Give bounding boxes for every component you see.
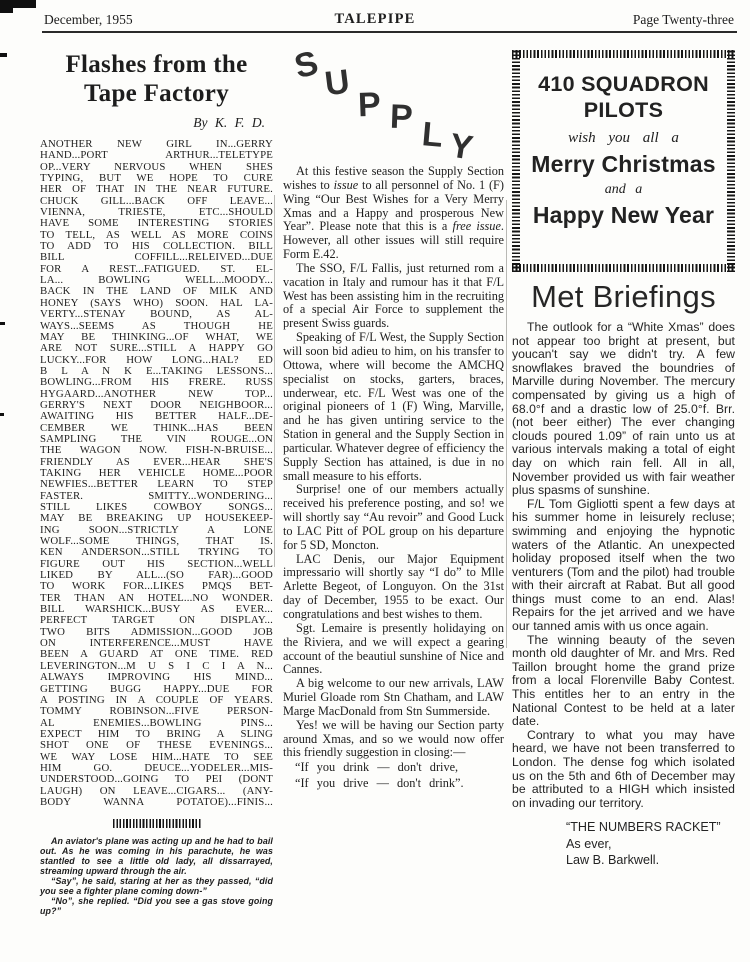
ad-content [520,58,727,264]
gossip-line: HAVE SOME INTERESTING STORIES [40,217,273,230]
closing-slogan [283,760,504,791]
ad-and-a-line: and a [604,182,643,197]
gossip-line: AWAITING HIS BETTER HALF...DE- [40,410,273,423]
gossip-line: TO ADD TO HIS COLLECTION. BILL [40,240,273,253]
gossip-line: WE WAY LOSE HIM...HATE TO SEE [40,750,273,763]
gossip-line: LIKED BY ALL...(SO FAR)...GOOD [40,569,273,582]
met-paragraph: The outlook for a “White Xmas” does not appear too bright at present, but youcan't say we didn't try. A few snowflakes braved the boundries of Marville during November. The mercury compensated by giving us a high of 68.0°f and a drastic low of 25.0°f. Brr. (not beer either) The ever changing clouds poured 1.09” of rain unto us at various intervals making a total of eight day on which rain fell. All in all, November provided us with fair weather plus spasms of sunshine. [512,320,735,498]
slogan-line: “If you drink — don't drive, [295,760,459,775]
signoff-line: Law B. Barkwell. [566,853,660,868]
scan-artifact [0,53,7,57]
gossip-line: B L A N K E...TAKING LESSONS... [40,364,273,377]
joke-paragraph: An aviator's plane was acting up and he had to bail out. As he was coming in his parachute, he was stantled to see a little old lady, all dissarrayed, streaming upward through the air. [40,836,273,876]
supply-article-body [283,165,504,760]
ad-squadron-name: 410 SQUADRON [538,72,709,96]
gossip-line: BOWLING...FROM HIS FRERE. RUSS [40,376,273,389]
gossip-line: A POSTING IN A COUPLE OF YEARS. [40,693,273,706]
gossip-line: ARE NOT SURE...STILL A HAPPY GO [40,342,273,355]
supply-letter: S [290,43,322,87]
gossip-line: SAMPLING THE VIN ROUGE...ON [40,432,273,445]
met-paragraph: Contrary to what you may have heard, we have not been transferred to London. The dense fog which isolated us on the 5th and 6th of December may be attributed to a HIGH which insisted on invading our territory. [512,727,735,810]
article-headline [40,50,273,108]
article-signoff [566,819,735,869]
divider-bar [113,819,201,828]
ad-border-left [512,50,520,272]
gossip-line: TAKING HER VEHICLE HOME...POOR [40,466,273,479]
gossip-line: LEVERINGTON...M U S I C I A N... [40,659,273,672]
gossip-line: LA... BOWLING WELL...MOODY... [40,274,273,287]
met-briefings-body [512,321,735,810]
gossip-line: THE WAGON NOW. FISH-N-BRUISE... [40,444,273,457]
supply-paragraph: A big welcome to our new arrivals, LAW Muriel Gloade rom Stn Chatham, and LAW Marge MacDonald from Stn Summerside. [283,676,504,718]
ad-border-bottom [512,264,735,272]
ad-merry-christmas: Merry Christmas [531,151,716,177]
gossip-line: MAY BE BREAKING UP HOUSEKEEP- [40,512,273,525]
joke-paragraph: “No”, she replied. “Did you see a gas stove going up?” [40,895,273,916]
gossip-line: BILL WARSHICK...BUSY AS EVER... [40,603,273,616]
middle-column [283,36,504,791]
gossip-line: HONEY (SAYS WHO) SOON. HAL LA- [40,296,273,309]
scan-artifact [0,322,5,325]
gossip-line: TOMMY ROBINSON...FIVE PERSON- [40,705,273,718]
supply-paragraph: Speaking of F/L West, the Supply Section will soon bid adieu to him, on his transfer to Ottowa, where will become the AMCHQ specialist on stocks, garters, braces, underwear, etc. F/L West was one of the original pioneers of 1 (F) Wing, Marville, and he has given untiring service to the Station in general and the Supply Section in particular. Whatever degree of efficiency the Supply Section has attained, is due in no small measure to his efforts. [283,330,504,483]
gossip-line: VERTY...STENAY BOUND, AS AL- [40,308,273,321]
gossip-column-body [40,139,273,808]
gossip-line: OP...VERY NERVOUS WHEN SHES [40,160,273,173]
gossip-line: ALWAYS IMPROVING HIS MIND... [40,671,273,684]
gossip-line: TYPING, BUT WE HOPE TO CURE [40,172,273,185]
joke-paragraph: “Say”, he said, staring at her as they passed, “did you see a fighter plane coming down-” [40,875,273,896]
gossip-line: FASTER. SMITTY...WONDERING... [40,489,273,502]
gossip-line: FIGURE OUT HIS SECTION...WELL [40,557,273,570]
gossip-line: BACK IN THE LAND OF MILK AND [40,285,273,298]
gossip-line: TO WORK FOR...LIKES PMQS BET- [40,580,273,593]
gossip-line: MAY BE THINKING...OF WHAT, WE [40,330,273,343]
gossip-line: CHUCK GILL...BACK OFF LEAVE... [40,194,273,207]
gossip-line: FRIENDLY AS EVER...HEAR SHE'S [40,455,273,468]
gossip-line: FOR A REST...FATIGUED. ST. EL- [40,262,273,275]
scan-artifact [0,0,36,8]
ad-happy-new-year: Happy New Year [532,202,715,228]
supply-letter: U [322,62,352,104]
supply-paragraph: Sgt. Lemaire is presently holidaying on the Riviera, and we will expect a gearing account of the beautiul sunshine of Nice and Cannes. [283,620,504,677]
gossip-line: AL ENEMIES...BOWLING PINS... [40,716,273,729]
header-rule [42,31,737,33]
page-number: Page Twenty-three [632,12,734,27]
supply-headline [283,36,504,168]
gossip-line: HIM GO. DEUCE...YODELER...MIS- [40,761,273,774]
met-briefings-headline: Met Briefings [531,279,716,314]
headline-line-1: Flashes from the [65,51,248,78]
filler-joke [40,837,273,916]
gossip-line: SHOT ONE OF THESE EVENINGS... [40,739,273,752]
met-paragraph: F/L Tom Gigliotti spent a few days at his summer home in leisurely recluse; swimming and enjoying the hypnotic waters of the Atlantic. An unexpected holiday proposed itself when the two venturers (Tom and the pilot) had trouble with their aircraft at Rabat. But all good things must come to an end. Alas! Repairs for the jet arrived and we have our tanned amis with us once again. [512,496,735,634]
gossip-line: UNDERSTOOD...GOING TO PEI (DONT [40,773,273,786]
supply-letter: P [357,85,382,125]
ad-pilots-line: PILOTS [583,98,664,122]
met-paragraph: The winning beauty of the seven month old daughter of Mr. and Mrs. Red Taillon brought home the grand prize from a local Florenville Baby Contest. This entitles her to an entry in the National Contest to be held at a later date. [512,632,735,729]
supply-paragraph: The SSO, F/L Fallis, just returned rom a vacation in Italy and rumour has it that F/L West has been assisting him in the recruiting of a special Air Force to supplement the present Swiss guards. [283,260,504,331]
gossip-line: KEN ANDERSON...STILL TRYING TO [40,546,273,559]
gossip-line: BILL COFFILL...RELEIVED...DUE [40,251,273,264]
gossip-line: ON INTERFERENCE...MUST HAVE [40,637,273,650]
supply-letter: Y [447,126,476,168]
gossip-line: NEWFIES...BETTER LEARN TO STEP [40,478,273,491]
squadron-greeting-ad [512,50,735,272]
signoff-line: “THE NUMBERS RACKET” [566,820,721,835]
supply-paragraph: At this festive season the Supply Section wishes to issue to all personnel of No. 1 (F) Wing “Our Best Wishes for a Very Merry Xmas and a Happy and prosperous New Year”. Please note that this is a free issue. However, all other issues will still require Form E.42. [283,164,504,262]
gossip-line: CEMBER WE THINK...HAS BEEN [40,421,273,434]
gossip-line: TO TELL, AS WELL AS MORE COINS [40,228,273,241]
ad-border-top [512,50,735,58]
gossip-line: WAYS...SEEMS AS THOUGH HE [40,319,273,332]
gossip-line: GERRY'S NEXT DOOR NEIGHBOOR... [40,398,273,411]
gossip-line: BODY WANNA POTATOE)...FINIS... [40,795,273,808]
masthead-title: TALEPIPE [334,11,416,27]
headline-line-2: Tape Factory [83,80,230,107]
gossip-line: ING SOON...STRICTLY A LONE [40,523,273,536]
left-column [40,50,273,917]
signoff-line: As ever, [566,836,612,851]
gossip-line: LAUGH) ON LEAVE...CIGARS... (ANY- [40,784,273,797]
supply-paragraph: Yes! we will be having our Section party around Xmas, and so we would now offer this friendly suggestion in closing:— [283,717,504,760]
gossip-line: VIENNA, TRIESTE, ETC...SHOULD [40,206,273,219]
gossip-line: BEEN A GUARD AT ONE TIME. RED [40,648,273,661]
gossip-line: HAND...PORT ARTHUR...TELETYPE [40,149,273,162]
right-column [512,50,735,869]
column-rule-left [274,195,275,567]
gossip-line: TWO BITS ADMISSION...GOOD JOB [40,625,273,638]
gossip-line: HYGAARD...ANOTHER NEW TOP... [40,387,273,400]
supply-letter: L [420,115,445,155]
gossip-line: WOLF...SOME THINGS, THAT IS. [40,535,273,548]
gossip-line: LUCKY...FOR HOW LONG...HAL? ED [40,353,273,366]
gossip-line: HER OF THAT IN THE NEAR FUTURE. [40,183,273,196]
gossip-line: GETTING BUGG HAPPY...DUE FOR [40,682,273,695]
supply-paragraph: Surprise! one of our members actually received his preference posting, and so! we will shortly say “Au revoir” and Good Luck to LAC Pitt of POL group on his departure for 5 SD, Moncton. [283,482,504,552]
gossip-line: EXPECT HIM TO BRING A SLING [40,727,273,740]
gossip-line: ANOTHER NEW GIRL IN...GERRY [40,138,273,150]
supply-letter: P [389,97,414,137]
supply-paragraph: LAC Denis, our Major Equipment impressario will shortly say “I do” to Mlle Arlette Begeot, of Longuyon. On the 31st day of December, 1955 to be exact. Our congratulations and best wishes to them. [283,551,504,621]
scan-artifact [0,413,4,416]
gossip-line: TER THAN AN HOTEL...NO WONDER. [40,591,273,604]
slogan-line: “If you drive — don't drink”. [295,775,464,790]
byline: By K. F. D. [193,115,265,130]
ad-border-right [727,50,735,272]
gossip-line: STILL LIKES COWBOY SONGS... [40,501,273,513]
gossip-line: PERFECT TARGET ON DISPLAY... [40,614,273,627]
ad-wish-line: wish you all a [568,130,679,146]
column-rule-right [506,200,507,648]
issue-date: December, 1955 [44,12,133,27]
